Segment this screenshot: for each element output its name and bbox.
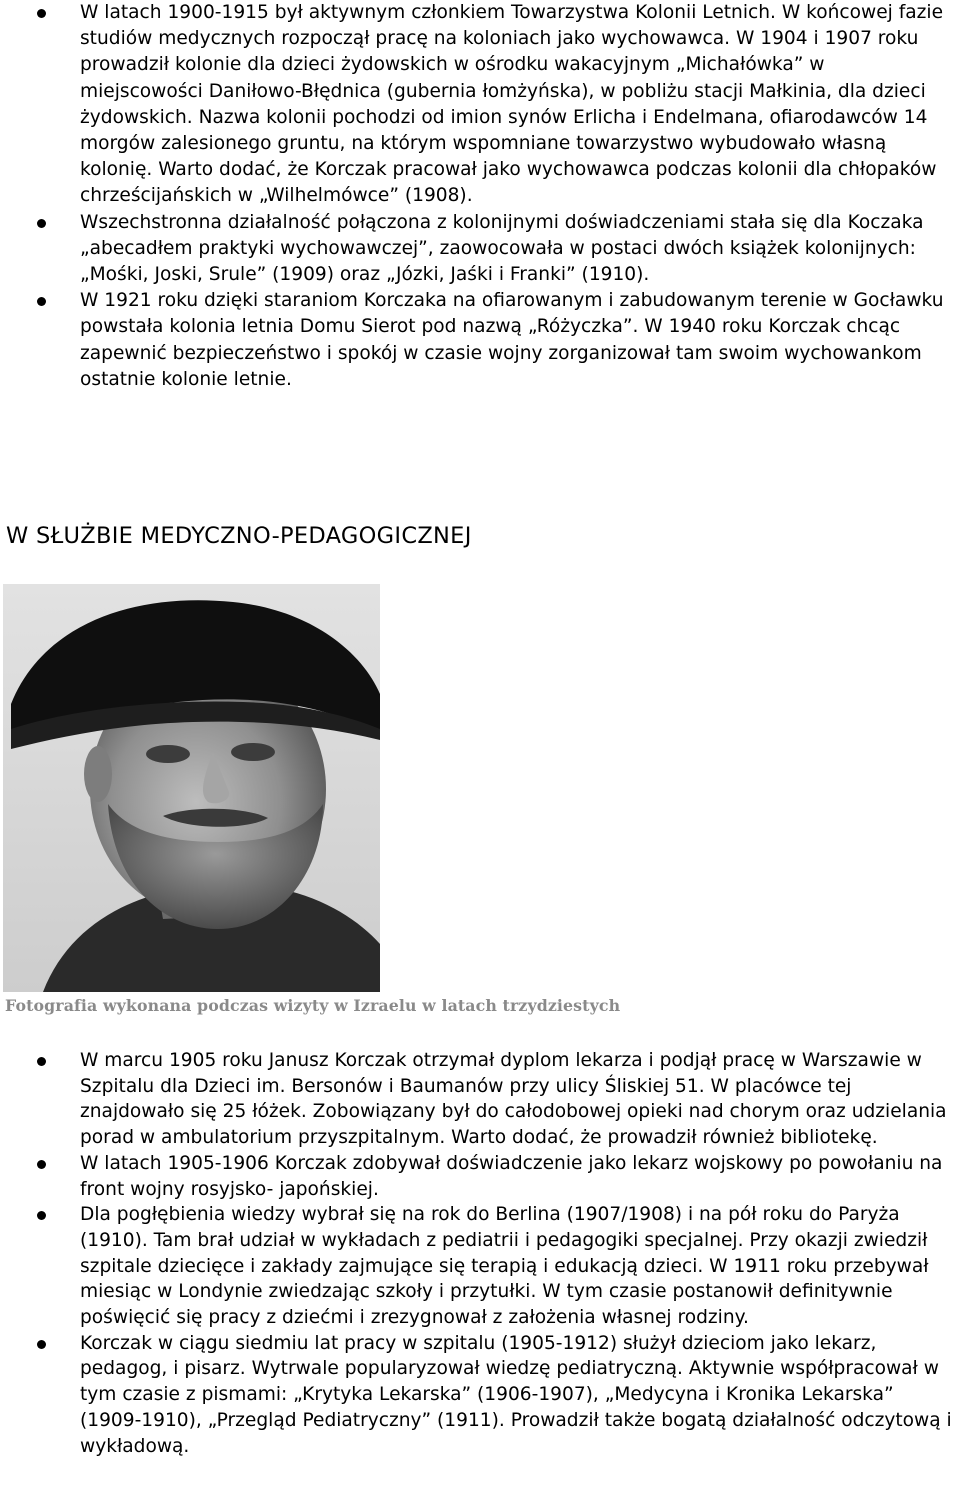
photo-caption: Fotografia wykonana podczas wizyty w Izraelu w latach trzydziestych (5, 996, 621, 1015)
list-item-text: W marcu 1905 roku Janusz Korczak otrzymał dyplom lekarza i podjął pracę w Warszawie w Szpitalu dla Dzieci im. Bersonów i Baumanów przy ulicy Śliskiej 51. W placówce tej znajdowało się 25 łóżek. Zobowiązany był do całodobowej opieki nad chorym oraz udzielania porad w ambulatorium przyszpitalnym. Warto dodać, że prowadził również bibliotekę. (80, 1050, 947, 1149)
bullet-icon (37, 1340, 46, 1349)
list-item (0, 0, 960, 210)
bullet-icon (37, 219, 46, 228)
portrait-photo (3, 584, 380, 992)
list-item-text: Dla pogłębienia wiedzy wybrał się na rok do Berlina (1907/1908) i na pół roku do Paryża (1910). Tam brał udział w wykładach z pediatrii i pedagogiki specjalnej. Przy okazji zwiedził szpitale dziecięce i zakłady zajmujące się terapią i edukacją dzieci. W 1911 roku przebywał miesiąc w Londynie zwiedzając szkoły i przytułki. W tym czasie postanowił definitywnie poświęcić się pracy z dziećmi i zrezygnował z założenia własnej rodziny. (80, 1204, 929, 1329)
bullet-icon (37, 297, 46, 306)
list-item-text: W latach 1900-1915 był aktywnym członkiem Towarzystwa Kolonii Letnich. W końcowej fazie studiów medycznych rozpoczął pracę na koloniach jako wychowawca. W 1904 i 1907 roku prowadził kolonie dla dzieci żydowskich w ośrodku wakacyjnym „Michałówka” w miejscowości Daniłowo-Błędnica (gubernia łomżyńska), w pobliżu stacji Małkinia, dla dzieci żydowskich. Nazwa kolonii pochodzi od imion synów Erlicha i Endelmana, ofiarodawców 14 morgów zalesionego gruntu, na którym wspomniane towarzystwo wybudowało własną kolonię. Warto dodać, że Korczak pracował jako wychowawca podczas kolonii dla chłopaków chrześcijańskich w „Wilhelmówce” (1908). (80, 2, 944, 207)
list-item (0, 288, 960, 393)
bullet-icon (37, 1211, 46, 1220)
bullet-icon (37, 1057, 46, 1066)
list-item (0, 1048, 960, 1151)
top-bullet-list (0, 0, 960, 393)
list-item (0, 1202, 960, 1331)
list-item-text: W 1921 roku dzięki staraniom Korczaka na ofiarowanym i zabudowanym terenie w Gocławku powstała kolonia letnia Domu Sierot pod nazwą „Różyczka”. W 1940 roku Korczak chcąc zapewnić bezpieczeństwo i spokój w czasie wojny zorganizował tam swoim wychowankom ostatnie kolonie letnie. (80, 290, 944, 390)
portrait-photo-graphic (3, 584, 380, 992)
list-item-text: Korczak w ciągu siedmiu lat pracy w szpitalu (1905-1912) służył dzieciom jako lekarz, pedagog, i pisarz. Wytrwale popularyzował wiedzę pediatryczną. Aktywnie współpracował w tym czasie z pismami: „Krytyka Lekarska” (1906-1907), „Medycyna i Kronika Lekarska” (1909-1910), „Przegląd Pediatryczny” (1911). Prowadził także bogatą działalność odczytową i wykładową. (80, 1332, 952, 1457)
list-item (0, 210, 960, 289)
bullet-icon (37, 9, 46, 18)
bottom-bullet-list (0, 1048, 960, 1459)
list-item-text: Wszechstronna działalność połączona z kolonijnymi doświadczeniami stała się dla Koczaka „abecadłem praktyki wychowawczej”, zaowocowała w postaci dwóch książek kolonijnych: „Mośki, Joski, Srule” (1909) oraz „Józki, Jaśki i Franki” (1910). (80, 211, 924, 286)
section-heading: W SŁUŻBIE MEDYCZNO-PEDAGOGICZNEJ (6, 523, 472, 549)
list-item (0, 1151, 960, 1202)
list-item-text: W latach 1905-1906 Korczak zdobywał doświadczenie jako lekarz wojskowy po powołaniu na front wojny rosyjsko- japońskiej. (80, 1152, 943, 1200)
list-item (0, 1331, 960, 1460)
bullet-icon (37, 1160, 46, 1169)
